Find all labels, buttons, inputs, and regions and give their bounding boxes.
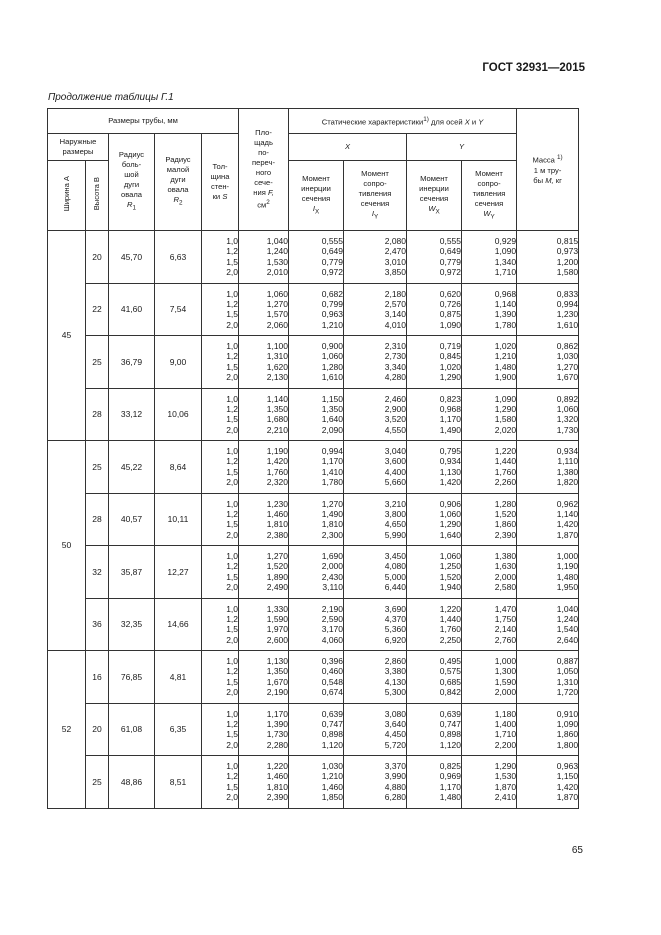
cell-f: 1,230 1,460 1,810 2,380	[239, 493, 289, 546]
cell-s: 1,0 1,2 1,5 2,0	[202, 441, 239, 494]
cell-r2: 10,11	[155, 493, 202, 546]
cell-ix: 1,270 1,490 1,810 2,300	[289, 493, 344, 546]
cell-iy: 2,080 2,470 3,010 3,850	[344, 231, 407, 284]
cell-wx: 0,795 0,934 1,130 1,420	[407, 441, 462, 494]
cell-iy: 3,690 4,370 5,360 6,920	[344, 598, 407, 651]
cell-wx: 0,620 0,726 0,875 1,090	[407, 283, 462, 336]
cell-wy: 1,000 1,300 1,590 2,000	[462, 651, 517, 704]
cell-s: 1,0 1,2 1,5 2,0	[202, 756, 239, 809]
document-code: ГОСТ 32931—2015	[482, 62, 585, 74]
cell-iy: 2,860 3,380 4,130 5,300	[344, 651, 407, 704]
cell-r2: 6,35	[155, 703, 202, 756]
cell-wx: 0,825 0,969 1,170 1,480	[407, 756, 462, 809]
table-body	[48, 231, 579, 809]
cell-r2: 6,63	[155, 231, 202, 284]
pipe-properties-table	[47, 108, 579, 809]
cell-m: 0,934 1,110 1,380 1,820	[517, 441, 579, 494]
header-wx: Момент инерции сечения $W_X$	[407, 161, 462, 231]
cell-s: 1,0 1,2 1,5 2,0	[202, 283, 239, 336]
header-mass: Масса $^{1)}$ 1 м тру- бы M, кг	[517, 109, 579, 231]
header-r2: Радиус малой дуги овала $R_2$	[155, 134, 202, 231]
cell-m: 0,962 1,140 1,420 1,870	[517, 493, 579, 546]
cell-b: 25	[86, 441, 109, 494]
cell-ix: 1,690 2,000 2,430 3,110	[289, 546, 344, 599]
cell-s: 1,0 1,2 1,5 2,0	[202, 336, 239, 389]
cell-wx: 0,719 0,845 1,020 1,290	[407, 336, 462, 389]
cell-f: 1,140 1,350 1,680 2,210	[239, 388, 289, 441]
cell-wy: 1,020 1,210 1,480 1,900	[462, 336, 517, 389]
cell-r1: 36,79	[109, 336, 155, 389]
header-outer-dims: Наружные размеры	[48, 134, 109, 161]
cell-m: 0,833 0,994 1,230 1,610	[517, 283, 579, 336]
cell-r1: 40,57	[109, 493, 155, 546]
header-static: Статические характеристики$^{1)}$ для осей X и Y	[289, 109, 517, 134]
header-area: Пло- щадь по- переч- ного сече- ния F, $см^2$	[239, 109, 289, 231]
cell-m: 0,963 1,150 1,420 1,870	[517, 756, 579, 809]
cell-f: 1,220 1,460 1,810 2,390	[239, 756, 289, 809]
cell-r2: 4,81	[155, 651, 202, 704]
cell-r1: 41,60	[109, 283, 155, 336]
header-axis-y: Y	[407, 134, 517, 161]
cell-m: 0,815 0,973 1,200 1,580	[517, 231, 579, 284]
table-row	[48, 441, 579, 494]
cell-r1: 32,35	[109, 598, 155, 651]
header-height-b: Высота B	[86, 161, 109, 231]
cell-ix: 0,682 0,799 0,963 1,210	[289, 283, 344, 336]
cell-r1: 76,85	[109, 651, 155, 704]
cell-b: 32	[86, 546, 109, 599]
cell-s: 1,0 1,2 1,5 2,0	[202, 231, 239, 284]
header-r1: Радиус боль- шой дуги овала $R_1$	[109, 134, 155, 231]
cell-ix: 1,150 1,350 1,640 2,090	[289, 388, 344, 441]
table-row	[48, 651, 579, 704]
cell-iy: 3,210 3,800 4,650 5,990	[344, 493, 407, 546]
table-row	[48, 493, 579, 546]
cell-f: 1,270 1,520 1,890 2,490	[239, 546, 289, 599]
cell-wy: 1,290 1,530 1,870 2,410	[462, 756, 517, 809]
cell-wx: 0,555 0,649 0,779 0,972	[407, 231, 462, 284]
cell-f: 1,330 1,590 1,970 2,600	[239, 598, 289, 651]
cell-f: 1,040 1,240 1,530 2,010	[239, 231, 289, 284]
cell-width-a: 50	[48, 441, 86, 651]
cell-r2: 9,00	[155, 336, 202, 389]
cell-wx: 0,495 0,575 0,685 0,842	[407, 651, 462, 704]
table-row	[48, 756, 579, 809]
cell-b: 20	[86, 703, 109, 756]
cell-r1: 61,08	[109, 703, 155, 756]
cell-r2: 12,27	[155, 546, 202, 599]
cell-b: 28	[86, 388, 109, 441]
cell-wy: 1,380 1,630 2,000 2,580	[462, 546, 517, 599]
table-row	[48, 546, 579, 599]
cell-b: 25	[86, 756, 109, 809]
header-width-a: Ширина A	[48, 161, 86, 231]
page-number: 65	[571, 845, 583, 856]
cell-r1: 48,86	[109, 756, 155, 809]
table-row	[48, 231, 579, 284]
cell-f: 1,170 1,390 1,730 2,280	[239, 703, 289, 756]
cell-wx: 0,823 0,968 1,170 1,490	[407, 388, 462, 441]
cell-iy: 2,460 2,900 3,520 4,550	[344, 388, 407, 441]
cell-r1: 45,70	[109, 231, 155, 284]
cell-m: 0,892 1,060 1,320 1,730	[517, 388, 579, 441]
cell-s: 1,0 1,2 1,5 2,0	[202, 651, 239, 704]
cell-r2: 8,51	[155, 756, 202, 809]
cell-f: 1,100 1,310 1,620 2,130	[239, 336, 289, 389]
cell-m: 0,887 1,050 1,310 1,720	[517, 651, 579, 704]
cell-b: 16	[86, 651, 109, 704]
cell-r2: 8,64	[155, 441, 202, 494]
cell-m: 0,862 1,030 1,270 1,670	[517, 336, 579, 389]
cell-iy: 2,310 2,730 3,340 4,280	[344, 336, 407, 389]
table-row	[48, 703, 579, 756]
cell-wy: 1,180 1,400 1,710 2,200	[462, 703, 517, 756]
header-iy: Момент сопро- тивления сечения $I_Y$	[344, 161, 407, 231]
cell-r1: 35,87	[109, 546, 155, 599]
cell-r2: 7,54	[155, 283, 202, 336]
table-row	[48, 598, 579, 651]
cell-s: 1,0 1,2 1,5 2,0	[202, 598, 239, 651]
table-caption: Продолжение таблицы Г.1	[48, 92, 174, 103]
cell-wx: 0,906 1,060 1,290 1,640	[407, 493, 462, 546]
cell-ix: 0,639 0,747 0,898 1,120	[289, 703, 344, 756]
cell-ix: 0,994 1,170 1,410 1,780	[289, 441, 344, 494]
cell-wy: 1,470 1,750 2,140 2,760	[462, 598, 517, 651]
cell-iy: 3,040 3,600 4,400 5,660	[344, 441, 407, 494]
header-axis-x: X	[289, 134, 407, 161]
cell-iy: 3,370 3,990 4,880 6,280	[344, 756, 407, 809]
cell-f: 1,190 1,420 1,760 2,320	[239, 441, 289, 494]
cell-ix: 0,900 1,060 1,280 1,610	[289, 336, 344, 389]
cell-wy: 1,280 1,520 1,860 2,390	[462, 493, 517, 546]
cell-r1: 33,12	[109, 388, 155, 441]
cell-f: 1,060 1,270 1,570 2,060	[239, 283, 289, 336]
cell-r2: 10,06	[155, 388, 202, 441]
cell-b: 22	[86, 283, 109, 336]
cell-iy: 3,450 4,080 5,000 6,440	[344, 546, 407, 599]
header-wy: Момент сопро- тивления сечения $W_Y$	[462, 161, 517, 231]
cell-iy: 3,080 3,640 4,450 5,720	[344, 703, 407, 756]
cell-m: 0,910 1,090 1,860 1,800	[517, 703, 579, 756]
cell-wy: 0,968 1,140 1,390 1,780	[462, 283, 517, 336]
cell-wx: 1,220 1,440 1,760 2,250	[407, 598, 462, 651]
cell-ix: 1,030 1,210 1,460 1,850	[289, 756, 344, 809]
header-pipe-dims: Размеры трубы, мм	[48, 109, 239, 134]
cell-b: 28	[86, 493, 109, 546]
cell-b: 20	[86, 231, 109, 284]
header-wall-thickness: Тол- щина стен- ки S	[202, 134, 239, 231]
cell-r2: 14,66	[155, 598, 202, 651]
cell-b: 36	[86, 598, 109, 651]
cell-s: 1,0 1,2 1,5 2,0	[202, 493, 239, 546]
cell-wy: 1,090 1,290 1,580 2,020	[462, 388, 517, 441]
cell-wx: 1,060 1,250 1,520 1,940	[407, 546, 462, 599]
cell-s: 1,0 1,2 1,5 2,0	[202, 388, 239, 441]
cell-wy: 1,220 1,440 1,760 2,260	[462, 441, 517, 494]
cell-m: 1,000 1,190 1,480 1,950	[517, 546, 579, 599]
cell-r1: 45,22	[109, 441, 155, 494]
cell-iy: 2,180 2,570 3,140 4,010	[344, 283, 407, 336]
cell-m: 1,040 1,240 1,540 2,640	[517, 598, 579, 651]
cell-ix: 0,396 0,460 0,548 0,674	[289, 651, 344, 704]
cell-b: 25	[86, 336, 109, 389]
cell-s: 1,0 1,2 1,5 2,0	[202, 546, 239, 599]
cell-width-a: 52	[48, 651, 86, 809]
table-row	[48, 388, 579, 441]
header-ix: Момент инерции сечения $I_X$	[289, 161, 344, 231]
table-row	[48, 283, 579, 336]
cell-wx: 0,639 0,747 0,898 1,120	[407, 703, 462, 756]
cell-wy: 0,929 1,090 1,340 1,710	[462, 231, 517, 284]
table-row	[48, 336, 579, 389]
cell-f: 1,130 1,350 1,670 2,190	[239, 651, 289, 704]
cell-s: 1,0 1,2 1,5 2,0	[202, 703, 239, 756]
cell-ix: 0,555 0,649 0,779 0,972	[289, 231, 344, 284]
cell-ix: 2,190 2,590 3,170 4,060	[289, 598, 344, 651]
cell-width-a: 45	[48, 231, 86, 441]
